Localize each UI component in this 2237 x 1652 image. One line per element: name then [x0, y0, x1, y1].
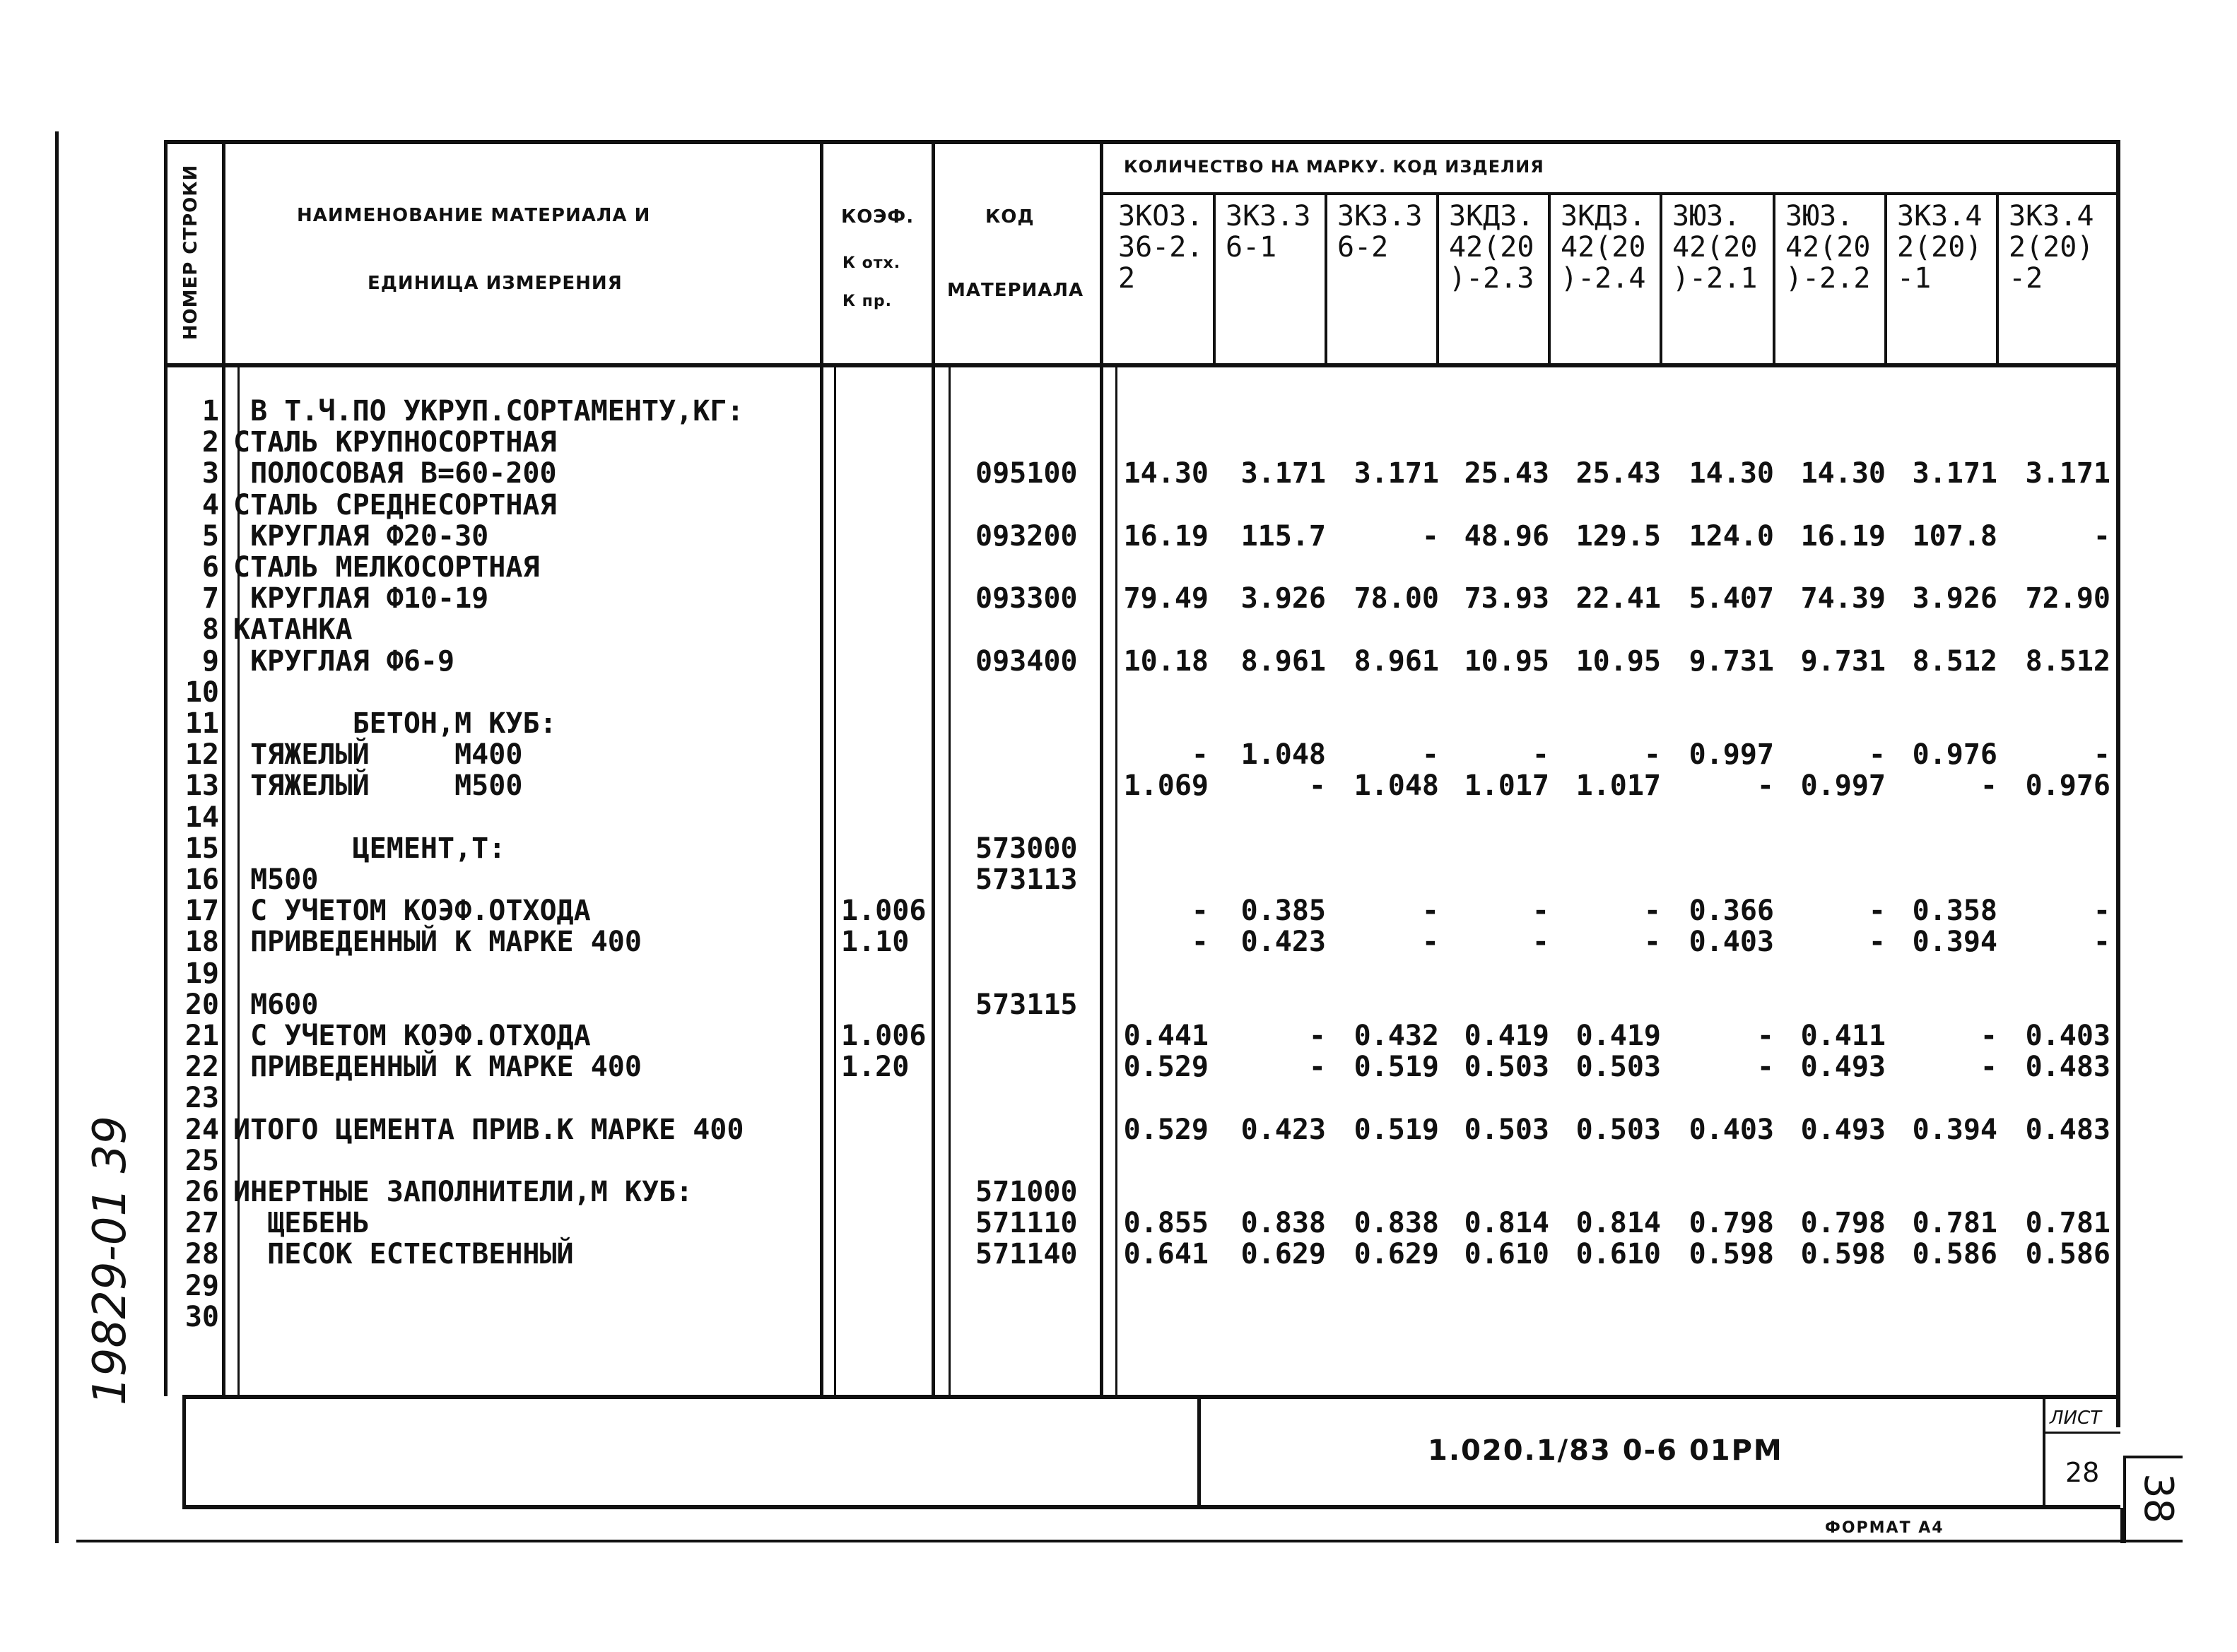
quantity-cell: -: [1868, 895, 1886, 928]
mark-4: ЗКДЗ. 42(20 )-2.3: [1449, 200, 1534, 295]
row-number: 19: [184, 957, 219, 990]
quantity-cell: 0.423: [1240, 1113, 1326, 1146]
quantity-cell: 3.171: [1354, 457, 1439, 490]
col-sep-coef: [932, 140, 935, 1396]
material-code: 571110: [975, 1207, 1078, 1240]
quantity-cell: -: [1191, 895, 1209, 928]
mark-8: ЗКЗ.4 2(20) -1: [1897, 200, 1983, 295]
stamp-sheet-label-line: [2043, 1432, 2120, 1434]
quantity-cell: 115.7: [1240, 519, 1326, 553]
quantity-cell: 72.90: [2025, 582, 2110, 615]
quantity-cell: 0.855: [1123, 1207, 1209, 1240]
material-name: КРУГЛАЯ Ф6-9: [233, 644, 455, 678]
material-name: БЕТОН,М КУБ:: [233, 707, 557, 740]
quantity-cell: -: [1191, 926, 1209, 959]
mark-9: ЗКЗ.4 2(20) -2: [2009, 200, 2094, 295]
quantity-cell: 14.30: [1689, 457, 1774, 490]
material-code: 095100: [975, 457, 1078, 490]
material-name: КРУГЛАЯ Ф10-19: [233, 582, 489, 615]
material-name: ТЯЖЕЛЫЙ М400: [233, 738, 523, 772]
mark-6: ЗЮЗ. 42(20 )-2.1: [1672, 200, 1758, 295]
quantity-cell: 0.598: [1800, 1238, 1886, 1271]
quantity-cell: 1.048: [1354, 769, 1439, 803]
row-number: 28: [184, 1238, 219, 1271]
material-name: М600: [233, 988, 319, 1021]
quantity-cell: 9.731: [1800, 644, 1886, 678]
quantity-cell: -: [1868, 926, 1886, 959]
quantity-cell: 22.41: [1575, 582, 1661, 615]
header-coef-line1: КОЭФ.: [841, 206, 915, 228]
quantity-cell: 0.483: [2025, 1113, 2110, 1146]
quantity-cell: 0.503: [1575, 1113, 1661, 1146]
quantity-cell: -: [1643, 738, 1661, 772]
quantity-cell: -: [1532, 738, 1549, 772]
quantity-cell: -: [1421, 519, 1439, 553]
table-top-border: [165, 140, 2120, 144]
quantity-cell: 1.017: [1464, 769, 1549, 803]
row-number: 2: [201, 426, 219, 459]
quantity-cell: 1.048: [1240, 738, 1326, 772]
quantity-cell: 48.96: [1464, 519, 1549, 553]
quantity-cell: -: [1756, 1051, 1774, 1084]
mark-2: ЗКЗ.3 6-1: [1226, 200, 1311, 264]
quantity-cell: -: [2093, 738, 2110, 772]
row-number: 18: [184, 926, 219, 959]
quantity-cell: 0.519: [1354, 1113, 1439, 1146]
row-number: 20: [184, 988, 219, 1021]
quantity-cell: 78.00: [1354, 582, 1439, 615]
quantity-cell: 0.411: [1800, 1020, 1886, 1052]
quantity-cell: -: [1532, 895, 1549, 928]
mark-sep-6: [1773, 194, 1775, 366]
material-code: 093200: [975, 519, 1078, 553]
material-code: 093300: [975, 582, 1078, 615]
quantity-cell: 0.838: [1240, 1207, 1326, 1240]
stamp-sheet-line: [2043, 1395, 2045, 1508]
quantity-cell: 3.926: [1240, 582, 1326, 615]
mark-sep-2: [1325, 194, 1327, 366]
quantity-cell: 0.493: [1800, 1051, 1886, 1084]
quantity-cell: 3.926: [1912, 582, 1997, 615]
quantity-cell: -: [1980, 769, 1997, 803]
quantity-cell: 0.997: [1800, 769, 1886, 803]
outer-left-border: [55, 131, 59, 1543]
quantity-cell: 0.629: [1354, 1238, 1439, 1271]
quantity-cell: 25.43: [1464, 457, 1549, 490]
material-name: ЩЕБЕНЬ: [233, 1207, 370, 1240]
quantity-cell: 79.49: [1123, 582, 1209, 615]
mark-3: ЗКЗ.3 6-2: [1337, 200, 1423, 264]
mark-sep-8: [1996, 194, 1999, 366]
quantity-cell: 0.641: [1123, 1238, 1209, 1271]
row-number: 15: [184, 832, 219, 865]
quantity-cell: 0.493: [1800, 1113, 1886, 1146]
quantity-cell: 0.610: [1464, 1238, 1549, 1271]
material-name: ПРИВЕДЕННЫЙ К МАРКЕ 400: [233, 1051, 642, 1084]
quantity-cell: 0.781: [2025, 1207, 2110, 1240]
quantity-cell: 0.385: [1240, 895, 1326, 928]
row-number: 25: [184, 1144, 219, 1177]
quantity-cell: 0.997: [1689, 738, 1774, 772]
quantity-cell: -: [1421, 895, 1439, 928]
quantity-cell: 0.976: [1912, 738, 1997, 772]
material-code: 571000: [975, 1176, 1078, 1208]
quantity-cell: 0.419: [1464, 1020, 1549, 1052]
coefficient: 1.006: [841, 895, 927, 928]
quantity-cell: -: [1421, 738, 1439, 772]
sheet-label: ЛИСТ: [2050, 1408, 2102, 1429]
row-number: 7: [201, 582, 219, 615]
quantity-cell: 124.0: [1689, 519, 1774, 553]
stamp-mid-line: [1197, 1395, 1201, 1508]
header-code-line1: КОД: [985, 206, 1035, 228]
col-sep-name-inner: [834, 367, 836, 1396]
quantity-cell: 0.403: [1689, 1113, 1774, 1146]
row-number: 9: [201, 644, 219, 678]
mark-sep-7: [1884, 194, 1887, 366]
material-code: 571140: [975, 1238, 1078, 1271]
quantity-cell: 74.39: [1800, 582, 1886, 615]
quantity-cell: 9.731: [1689, 644, 1774, 678]
stamp-left-line: [182, 1395, 186, 1508]
quantity-cell: 73.93: [1464, 582, 1549, 615]
material-code: 093400: [975, 644, 1078, 678]
row-number: 6: [201, 551, 219, 584]
quantity-cell: 0.366: [1689, 895, 1774, 928]
quantity-cell: 0.586: [1912, 1238, 1997, 1271]
quantity-cell: -: [1308, 1020, 1326, 1052]
quantity-cell: 16.19: [1800, 519, 1886, 553]
material-name: М500: [233, 863, 319, 896]
quantity-cell: -: [1421, 926, 1439, 959]
quantity-cell: 3.171: [2025, 457, 2110, 490]
quantity-cell: 107.8: [1912, 519, 1997, 553]
material-name: ЦЕМЕНТ,Т:: [233, 832, 506, 865]
material-code: 573113: [975, 863, 1078, 896]
quantity-cell: 14.30: [1800, 457, 1886, 490]
quantity-cell: 0.483: [2025, 1051, 2110, 1084]
quantity-cell: 0.441: [1123, 1020, 1209, 1052]
material-name: СТАЛЬ КРУПНОСОРТНАЯ: [233, 426, 557, 459]
mark-5: ЗКДЗ. 42(20 )-2.4: [1561, 200, 1646, 295]
row-number: 21: [184, 1020, 219, 1052]
quantity-cell: -: [1191, 738, 1209, 772]
quantity-cell: -: [1756, 769, 1774, 803]
quantity-cell: -: [1643, 895, 1661, 928]
material-name: ПОЛОСОВАЯ В=60-200: [233, 457, 557, 490]
row-number: 23: [184, 1082, 219, 1115]
row-number: 29: [184, 1269, 219, 1302]
quantity-cell: -: [1980, 1051, 1997, 1084]
mark-sep-3: [1436, 194, 1439, 366]
quantity-cell: -: [1868, 738, 1886, 772]
material-name: ИТОГО ЦЕМЕНТА ПРИВ.К МАРКЕ 400: [233, 1113, 744, 1146]
quantity-cell: 1.069: [1123, 769, 1209, 803]
quantity-cell: 0.432: [1354, 1020, 1439, 1052]
material-name: ПЕСОК ЕСТЕСТВЕННЫЙ: [233, 1238, 574, 1271]
quantity-cell: 129.5: [1575, 519, 1661, 553]
table-left-border: [164, 140, 168, 1396]
row-number: 13: [184, 769, 219, 803]
header-name-line1: НАИМЕНОВАНИЕ МАТЕРИАЛА И: [297, 205, 651, 226]
quantity-cell: 0.781: [1912, 1207, 1997, 1240]
header-quantity-title: КОЛИЧЕСТВО НА МАРКУ. КОД ИЗДЕЛИЯ: [1124, 157, 1544, 177]
quantity-cell: 14.30: [1123, 457, 1209, 490]
margin-page-number: 38: [2135, 1473, 2181, 1524]
quantity-cell: 0.814: [1464, 1207, 1549, 1240]
quantity-cell: 1.017: [1575, 769, 1661, 803]
row-number: 17: [184, 895, 219, 928]
material-name: ИНЕРТНЫЕ ЗАПОЛНИТЕЛИ,М КУБ:: [233, 1176, 693, 1208]
material-code: 573115: [975, 988, 1078, 1021]
header-code-line2: МАТЕРИАЛА: [947, 280, 1084, 301]
row-number: 8: [201, 613, 219, 647]
quantity-cell: 0.419: [1575, 1020, 1661, 1052]
row-number: 5: [201, 519, 219, 553]
quantity-cell: -: [2093, 926, 2110, 959]
coefficient: 1.10: [841, 926, 910, 959]
material-name: ПРИВЕДЕННЫЙ К МАРКЕ 400: [233, 926, 642, 959]
row-number: 26: [184, 1176, 219, 1208]
mark-sep-5: [1660, 194, 1662, 366]
mark-7: ЗЮЗ. 42(20 )-2.2: [1785, 200, 1871, 295]
header-coef-line2: К отх.: [842, 254, 901, 272]
mark-sep-4: [1548, 194, 1551, 366]
quantity-cell: 0.598: [1689, 1238, 1774, 1271]
row-number: 12: [184, 738, 219, 772]
coefficient: 1.006: [841, 1020, 927, 1052]
quantity-cell: 8.512: [1912, 644, 1997, 678]
header-row-number: НОМЕР СТРОКИ: [180, 164, 201, 341]
quantity-cell: 5.407: [1689, 582, 1774, 615]
mark-1: ЗКОЗ. 36-2. 2: [1118, 200, 1204, 295]
row-number: 27: [184, 1207, 219, 1240]
quantity-cell: 0.629: [1240, 1238, 1326, 1271]
quantity-cell: 0.403: [1689, 926, 1774, 959]
row-number: 10: [184, 675, 219, 709]
quantity-cell: 0.798: [1689, 1207, 1774, 1240]
quantity-cell: 0.529: [1123, 1113, 1209, 1146]
quantity-cell: -: [1980, 1020, 1997, 1052]
quantity-cell: 3.171: [1912, 457, 1997, 490]
quantity-cell: 8.961: [1354, 644, 1439, 678]
row-number: 4: [201, 488, 219, 521]
margin-box-left: [2123, 1456, 2126, 1543]
material-name: СТАЛЬ МЕЛКОСОРТНАЯ: [233, 551, 540, 584]
quantity-cell: 0.503: [1464, 1113, 1549, 1146]
quantity-title-line: [1100, 192, 2120, 195]
quantity-cell: 0.503: [1464, 1051, 1549, 1084]
header-name-line2: ЕДИНИЦА ИЗМЕРЕНИЯ: [368, 273, 623, 294]
margin-box-top: [2123, 1456, 2183, 1458]
quantity-cell: 0.529: [1123, 1051, 1209, 1084]
format-label: ФОРМАТ А4: [1825, 1519, 1944, 1537]
quantity-cell: 0.519: [1354, 1051, 1439, 1084]
quantity-cell: -: [1308, 1051, 1326, 1084]
quantity-cell: 0.610: [1575, 1238, 1661, 1271]
quantity-cell: 10.95: [1464, 644, 1549, 678]
quantity-cell: 16.19: [1123, 519, 1209, 553]
quantity-cell: -: [1643, 926, 1661, 959]
sheet-number: 28: [2065, 1457, 2100, 1488]
row-number: 22: [184, 1051, 219, 1084]
row-number: 3: [201, 457, 219, 490]
header-coef-line3: К пр.: [842, 293, 892, 310]
col-sep-coef-inner: [949, 367, 951, 1396]
quantity-cell: 0.586: [2025, 1238, 2110, 1271]
quantity-cell: 3.171: [1240, 457, 1326, 490]
stamp-top-line: [184, 1395, 2120, 1399]
material-name: ТЯЖЕЛЫЙ М500: [233, 769, 523, 803]
material-name: С УЧЕТОМ КОЭФ.ОТХОДА: [233, 895, 591, 928]
col-sep-name: [820, 140, 823, 1396]
quantity-cell: 8.512: [2025, 644, 2110, 678]
quantity-cell: 0.403: [2025, 1020, 2110, 1052]
handwritten-archive-number: 19829-01 39: [84, 1116, 136, 1405]
quantity-cell: -: [2093, 519, 2110, 553]
col-sep-rowno: [222, 140, 225, 1396]
material-name: КАТАНКА: [233, 613, 353, 647]
quantity-cell: 25.43: [1575, 457, 1661, 490]
material-name: В Т.Ч.ПО УКРУП.СОРТАМЕНТУ,КГ:: [233, 395, 744, 427]
header-bottom-line: [165, 363, 2120, 367]
row-number: 30: [184, 1300, 219, 1333]
row-number: 24: [184, 1113, 219, 1146]
quantity-cell: -: [1308, 769, 1326, 803]
row-number: 16: [184, 863, 219, 896]
quantity-cell: 0.798: [1800, 1207, 1886, 1240]
quantity-cell: 0.394: [1912, 926, 1997, 959]
quantity-cell: 0.814: [1575, 1207, 1661, 1240]
quantity-cell: 0.394: [1912, 1113, 1997, 1146]
material-code: 573000: [975, 832, 1078, 865]
document-code: 1.020.1/83 0-6 01РМ: [1428, 1434, 1783, 1467]
table-right-border: [2116, 140, 2120, 1427]
quantity-cell: -: [2093, 895, 2110, 928]
coefficient: 1.20: [841, 1051, 910, 1084]
mark-sep-1: [1213, 194, 1216, 366]
outer-bottom-border: [76, 1540, 2183, 1542]
quantity-cell: 0.976: [2025, 769, 2110, 803]
quantity-cell: 0.423: [1240, 926, 1326, 959]
quantity-cell: 0.838: [1354, 1207, 1439, 1240]
material-name: КРУГЛАЯ Ф20-30: [233, 519, 489, 553]
quantity-cell: 10.18: [1123, 644, 1209, 678]
quantity-cell: 0.358: [1912, 895, 1997, 928]
row-number: 1: [201, 395, 219, 427]
row-number: 14: [184, 801, 219, 834]
quantity-cell: 8.961: [1240, 644, 1326, 678]
material-name: С УЧЕТОМ КОЭФ.ОТХОДА: [233, 1020, 591, 1052]
material-name: СТАЛЬ СРЕДНЕСОРТНАЯ: [233, 488, 557, 521]
quantity-cell: -: [1756, 1020, 1774, 1052]
row-number: 11: [184, 707, 219, 740]
quantity-cell: 10.95: [1575, 644, 1661, 678]
stamp-bottom-line: [182, 1505, 2120, 1509]
quantity-cell: 0.503: [1575, 1051, 1661, 1084]
quantity-cell: -: [1532, 926, 1549, 959]
